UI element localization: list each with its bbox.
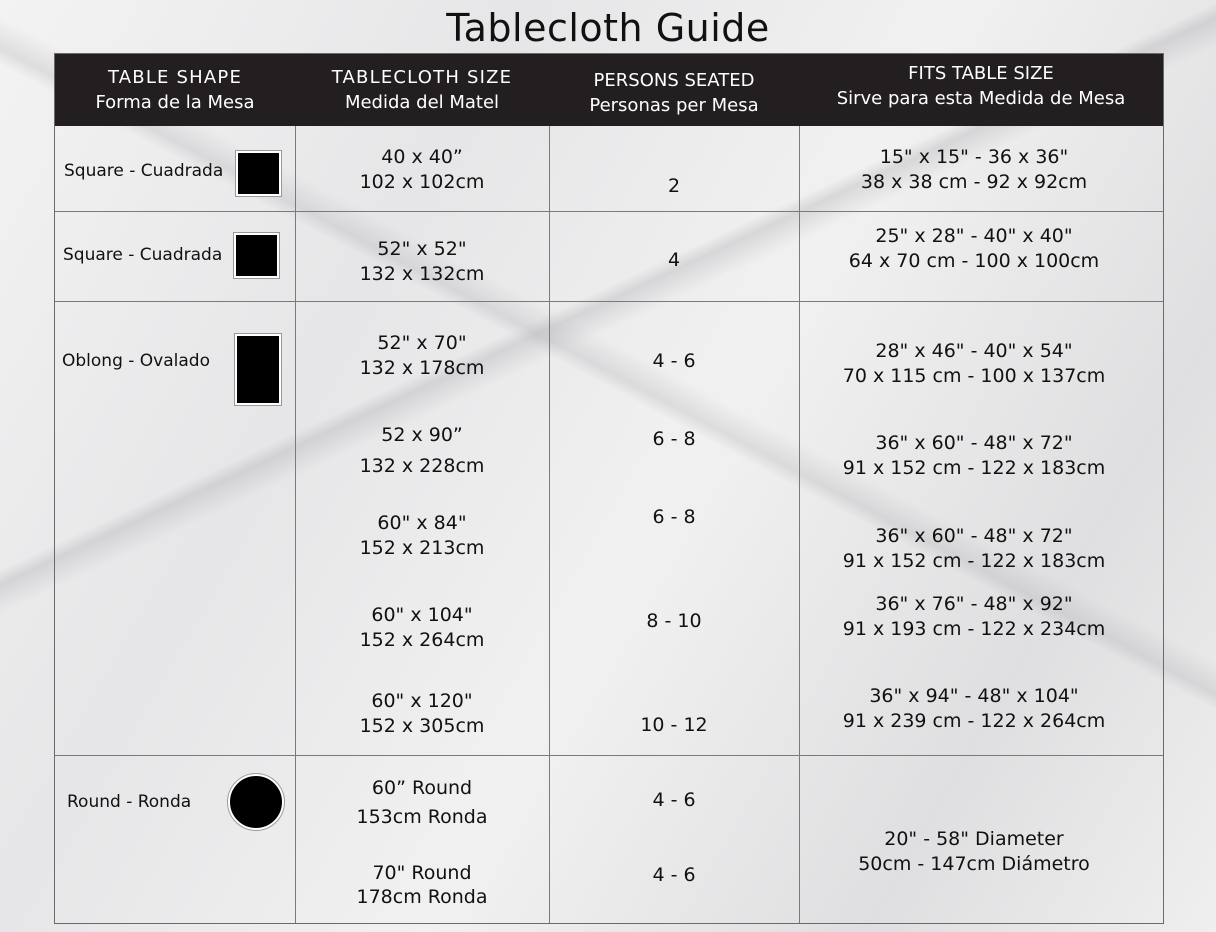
- size-cm: 132 x 228cm: [359, 455, 485, 477]
- tablecloth-size: [295, 861, 549, 909]
- header-es: Sirve para esta Medida de Mesa: [836, 88, 1126, 109]
- header-es: Forma de la Mesa: [95, 92, 255, 113]
- size-cm: 152 x 305cm: [359, 715, 485, 737]
- fit-inches: 36" x 60" - 48" x 72": [875, 432, 1073, 454]
- tablecloth-size: [295, 774, 549, 832]
- fit-cm: 38 x 38 cm - 92 x 92cm: [860, 171, 1088, 193]
- header-persons-seated: [549, 57, 799, 129]
- table-header: [55, 54, 1163, 126]
- header-table-shape: [55, 54, 295, 126]
- size-inches: 60" x 120": [371, 690, 473, 712]
- header-en: TABLECLOTH SIZE: [331, 67, 513, 88]
- fits-table-size: [799, 145, 1149, 195]
- header-es: Personas per Mesa: [589, 95, 759, 116]
- header-tablecloth-size: [295, 54, 549, 126]
- header-en: FITS TABLE SIZE: [908, 63, 1054, 84]
- shape-label-square: Square - Cuadrada: [63, 245, 223, 265]
- persons-seated: 8 - 10: [646, 610, 702, 632]
- fit-cm: 70 x 115 cm - 100 x 137cm: [842, 365, 1106, 387]
- size-inches: 60" x 84": [377, 512, 467, 534]
- fit-cm: 91 x 152 cm - 122 x 183cm: [842, 550, 1106, 572]
- fit-cm: 50cm - 147cm Diámetro: [858, 853, 1090, 875]
- fit-inches: 36" x 60" - 48" x 72": [875, 525, 1073, 547]
- tablecloth-size: [295, 145, 549, 195]
- size-cm: 132 x 132cm: [359, 263, 485, 285]
- tablecloth-size: [295, 603, 549, 653]
- persons-seated: 4 - 6: [652, 350, 696, 372]
- size-inches: 52 x 90”: [381, 424, 463, 446]
- fits-table-size: [799, 224, 1149, 274]
- size-inches: 60” Round: [371, 777, 473, 799]
- fit-cm: 64 x 70 cm - 100 x 100cm: [848, 250, 1100, 272]
- tablecloth-size: [295, 511, 549, 561]
- square-icon: [234, 233, 279, 278]
- tablecloth-size: [295, 420, 549, 482]
- square-icon: [236, 151, 281, 196]
- size-inches: 70" Round: [372, 862, 472, 884]
- tablecloth-size: [295, 689, 549, 739]
- row-divider: [55, 301, 1163, 302]
- row-divider: [55, 755, 1163, 756]
- size-inches: 40 x 40”: [381, 146, 463, 168]
- size-inches: 52" x 52": [377, 238, 467, 260]
- size-cm: 153cm Ronda: [356, 806, 488, 828]
- persons-seated: 4 - 6: [652, 864, 696, 886]
- size-cm: 152 x 213cm: [359, 537, 485, 559]
- tablecloth-size: [295, 331, 549, 381]
- shape-label-round: Round - Ronda: [67, 792, 192, 812]
- fits-table-size: [799, 827, 1149, 877]
- size-inches: 60" x 104": [371, 604, 473, 626]
- fits-table-size: [799, 684, 1149, 734]
- fits-table-size: [799, 431, 1149, 481]
- fits-table-size: [799, 592, 1149, 642]
- size-inches: 52" x 70": [377, 332, 467, 354]
- size-cm: 102 x 102cm: [359, 171, 485, 193]
- fit-inches: 25" x 28" - 40" x 40": [875, 225, 1073, 247]
- circle-icon: [228, 774, 284, 830]
- row-divider: [55, 211, 1163, 212]
- tablecloth-size: [295, 237, 549, 287]
- page-title: Tablecloth Guide: [446, 6, 770, 50]
- header-en: PERSONS SEATED: [593, 70, 755, 91]
- fit-cm: 91 x 239 cm - 122 x 264cm: [842, 710, 1106, 732]
- fit-inches: 36" x 94" - 48" x 104": [869, 685, 1079, 707]
- fit-inches: 36" x 76" - 48" x 92": [875, 593, 1073, 615]
- shape-label-square: Square - Cuadrada: [64, 161, 224, 181]
- rectangle-icon: [235, 334, 281, 405]
- persons-seated: 4 - 6: [652, 789, 696, 811]
- size-cm: 152 x 264cm: [359, 629, 485, 651]
- shape-label-oblong: Oblong - Ovalado: [62, 351, 210, 371]
- persons-seated: 6 - 8: [652, 428, 696, 450]
- persons-seated: 4: [667, 249, 681, 271]
- persons-seated: 10 - 12: [640, 714, 708, 736]
- fit-inches: 28" x 46" - 40" x 54": [875, 340, 1073, 362]
- fit-cm: 91 x 193 cm - 122 x 234cm: [842, 618, 1106, 640]
- fits-table-size: [799, 339, 1149, 389]
- fit-inches: 15" x 15" - 36 x 36": [879, 146, 1069, 168]
- size-cm: 178cm Ronda: [356, 886, 488, 908]
- header-en: TABLE SHAPE: [107, 67, 243, 88]
- fit-cm: 91 x 152 cm - 122 x 183cm: [842, 457, 1106, 479]
- fits-table-size: [799, 524, 1149, 574]
- fit-inches: 20" - 58" Diameter: [884, 828, 1064, 850]
- header-es: Medida del Matel: [344, 92, 500, 113]
- persons-seated: 2: [667, 175, 681, 197]
- persons-seated: 6 - 8: [652, 506, 696, 528]
- header-fits-table-size: [799, 50, 1163, 122]
- size-cm: 132 x 178cm: [359, 357, 485, 379]
- tablecloth-guide-table: [54, 53, 1164, 924]
